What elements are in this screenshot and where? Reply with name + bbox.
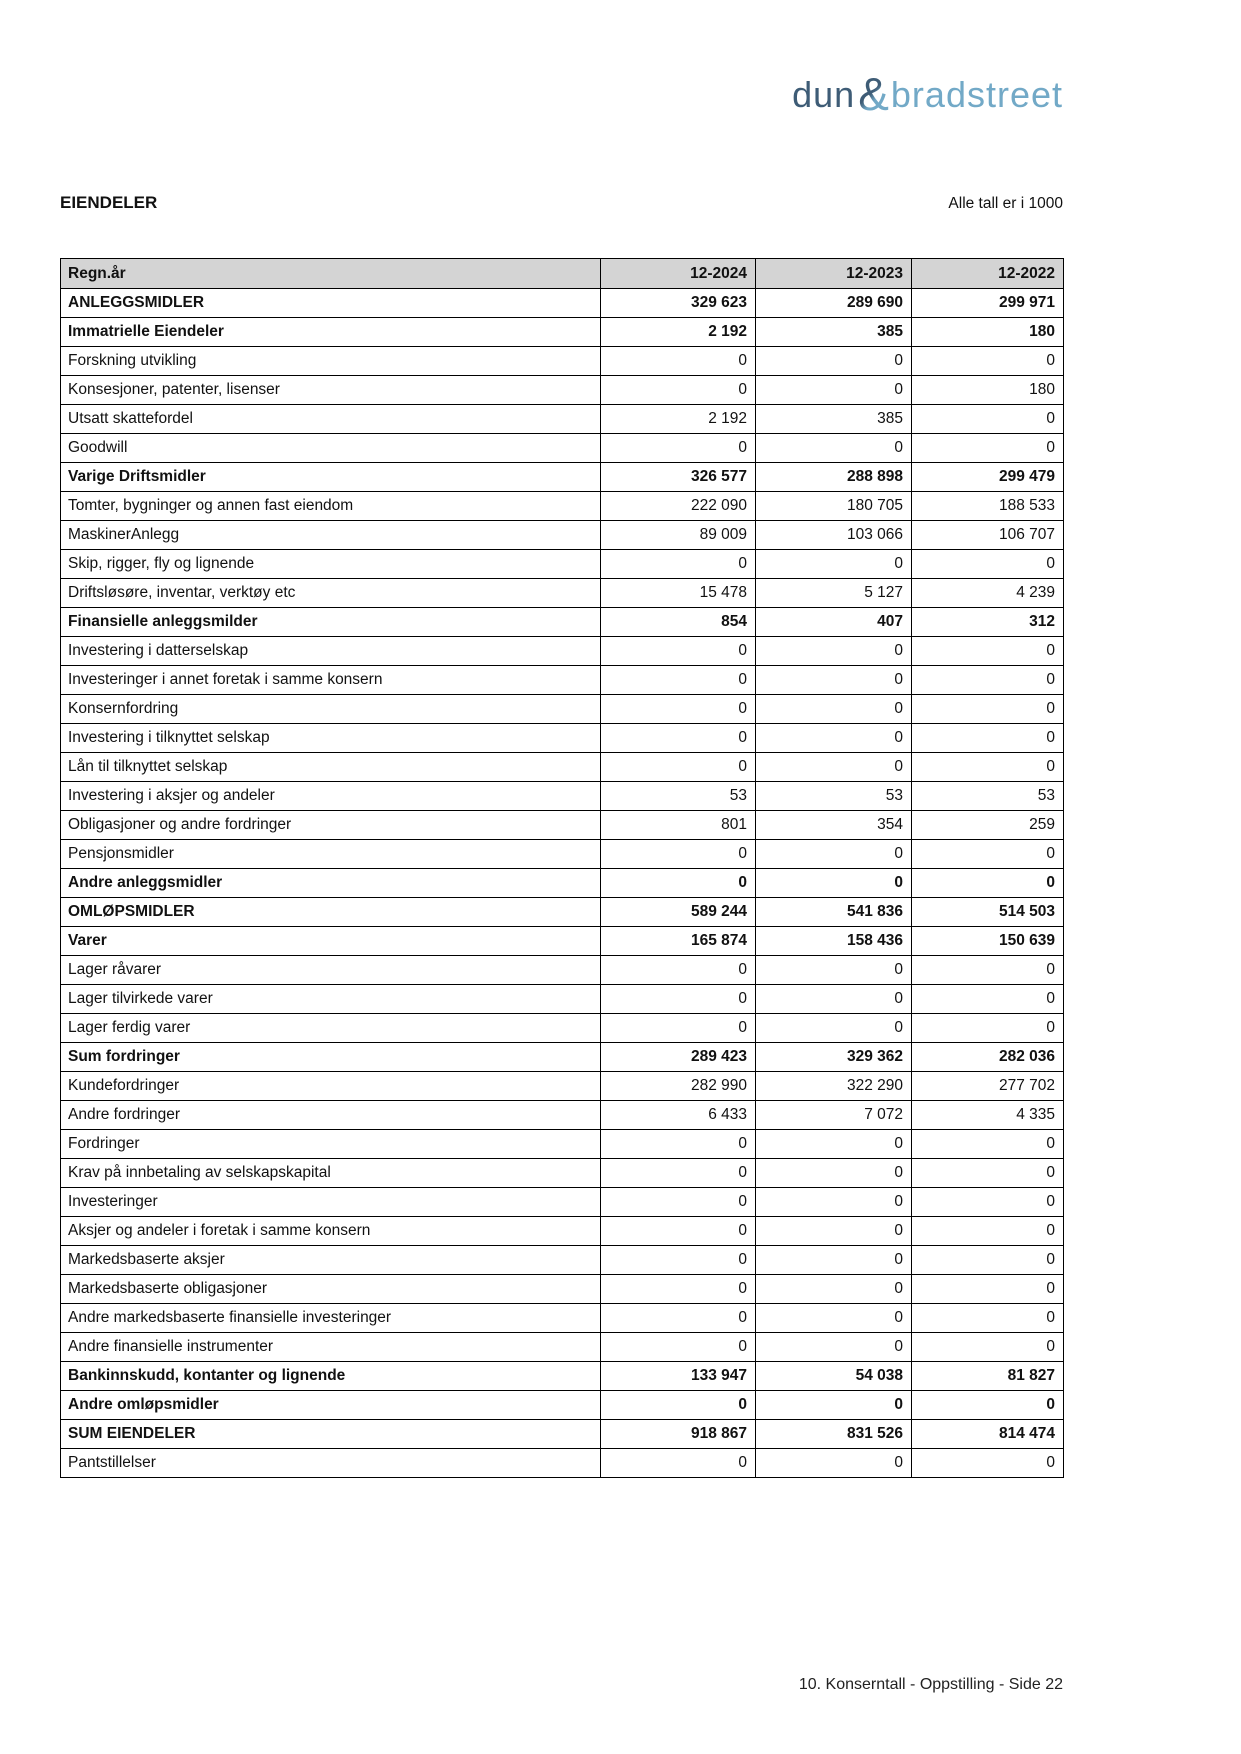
row-label: Investeringer i annet foretak i samme konsern bbox=[61, 666, 601, 695]
table-row bbox=[61, 1159, 1064, 1188]
logo-text-bradstreet: bradstreet bbox=[890, 74, 1063, 115]
row-label: Investering i aksjer og andeler bbox=[61, 782, 601, 811]
row-label: Andre omløpsmidler bbox=[61, 1391, 601, 1420]
row-label: Andre fordringer bbox=[61, 1101, 601, 1130]
row-value-2023: 354 bbox=[756, 811, 912, 840]
table-row bbox=[61, 782, 1064, 811]
row-label: Lager tilvirkede varer bbox=[61, 985, 601, 1014]
table-row bbox=[61, 666, 1064, 695]
row-value-2024: 0 bbox=[601, 1188, 756, 1217]
row-label: Konsesjoner, patenter, lisenser bbox=[61, 376, 601, 405]
row-value-2022: 0 bbox=[912, 985, 1064, 1014]
table-row bbox=[61, 1014, 1064, 1043]
table-row bbox=[61, 579, 1064, 608]
row-label: ANLEGGSMIDLER bbox=[61, 289, 601, 318]
table-row bbox=[61, 753, 1064, 782]
row-value-2023: 0 bbox=[756, 985, 912, 1014]
row-value-2024: 329 623 bbox=[601, 289, 756, 318]
column-header-year-2023: 12-2023 bbox=[756, 259, 912, 289]
table-row bbox=[61, 434, 1064, 463]
table-header-row bbox=[61, 259, 1064, 289]
row-value-2024: 0 bbox=[601, 347, 756, 376]
logo-ampersand-icon: & bbox=[858, 68, 890, 120]
row-value-2024: 0 bbox=[601, 695, 756, 724]
table-row bbox=[61, 463, 1064, 492]
row-value-2023: 54 038 bbox=[756, 1362, 912, 1391]
row-value-2024: 0 bbox=[601, 1449, 756, 1478]
row-value-2022: 0 bbox=[912, 1217, 1064, 1246]
row-label: Pensjonsmidler bbox=[61, 840, 601, 869]
row-value-2023: 0 bbox=[756, 1130, 912, 1159]
row-value-2022: 4 239 bbox=[912, 579, 1064, 608]
row-value-2022: 259 bbox=[912, 811, 1064, 840]
row-value-2024: 0 bbox=[601, 985, 756, 1014]
row-label: Sum fordringer bbox=[61, 1043, 601, 1072]
row-value-2023: 0 bbox=[756, 956, 912, 985]
row-value-2022: 0 bbox=[912, 695, 1064, 724]
row-value-2022: 0 bbox=[912, 666, 1064, 695]
row-label: Lån til tilknyttet selskap bbox=[61, 753, 601, 782]
column-header-year-2024: 12-2024 bbox=[601, 259, 756, 289]
table-row bbox=[61, 1043, 1064, 1072]
row-value-2023: 0 bbox=[756, 666, 912, 695]
row-value-2023: 0 bbox=[756, 1188, 912, 1217]
row-value-2024: 0 bbox=[601, 1217, 756, 1246]
row-label: Fordringer bbox=[61, 1130, 601, 1159]
table-row bbox=[61, 492, 1064, 521]
row-value-2022: 0 bbox=[912, 1391, 1064, 1420]
row-value-2023: 158 436 bbox=[756, 927, 912, 956]
row-value-2023: 0 bbox=[756, 1275, 912, 1304]
row-value-2024: 0 bbox=[601, 434, 756, 463]
row-value-2022: 514 503 bbox=[912, 898, 1064, 927]
row-value-2023: 0 bbox=[756, 840, 912, 869]
row-value-2022: 106 707 bbox=[912, 521, 1064, 550]
table-row bbox=[61, 1246, 1064, 1275]
row-value-2024: 0 bbox=[601, 637, 756, 666]
table-row bbox=[61, 1188, 1064, 1217]
row-value-2022: 0 bbox=[912, 724, 1064, 753]
row-value-2024: 0 bbox=[601, 1130, 756, 1159]
row-value-2024: 0 bbox=[601, 753, 756, 782]
table-row bbox=[61, 695, 1064, 724]
table-row bbox=[61, 637, 1064, 666]
row-value-2022: 0 bbox=[912, 1188, 1064, 1217]
row-value-2023: 407 bbox=[756, 608, 912, 637]
table-row bbox=[61, 1072, 1064, 1101]
table-row bbox=[61, 1101, 1064, 1130]
row-value-2022: 180 bbox=[912, 376, 1064, 405]
row-value-2022: 277 702 bbox=[912, 1072, 1064, 1101]
row-value-2023: 0 bbox=[756, 1333, 912, 1362]
row-label: Varer bbox=[61, 927, 601, 956]
table-row bbox=[61, 985, 1064, 1014]
row-value-2023: 7 072 bbox=[756, 1101, 912, 1130]
row-value-2024: 0 bbox=[601, 666, 756, 695]
row-value-2024: 6 433 bbox=[601, 1101, 756, 1130]
row-value-2024: 0 bbox=[601, 1159, 756, 1188]
row-value-2024: 0 bbox=[601, 840, 756, 869]
row-label: Lager ferdig varer bbox=[61, 1014, 601, 1043]
table-row bbox=[61, 289, 1064, 318]
table-row bbox=[61, 1304, 1064, 1333]
row-label: OMLØPSMIDLER bbox=[61, 898, 601, 927]
row-label: Goodwill bbox=[61, 434, 601, 463]
row-value-2023: 322 290 bbox=[756, 1072, 912, 1101]
row-label: Investeringer bbox=[61, 1188, 601, 1217]
row-value-2022: 188 533 bbox=[912, 492, 1064, 521]
row-value-2022: 0 bbox=[912, 550, 1064, 579]
row-value-2022: 299 479 bbox=[912, 463, 1064, 492]
row-label: Andre anleggsmidler bbox=[61, 869, 601, 898]
row-value-2023: 0 bbox=[756, 753, 912, 782]
row-label: Skip, rigger, fly og lignende bbox=[61, 550, 601, 579]
row-value-2023: 0 bbox=[756, 637, 912, 666]
row-label: Driftsløsøre, inventar, verktøy etc bbox=[61, 579, 601, 608]
row-value-2023: 0 bbox=[756, 434, 912, 463]
row-value-2023: 103 066 bbox=[756, 521, 912, 550]
row-label: MaskinerAnlegg bbox=[61, 521, 601, 550]
table-row bbox=[61, 1391, 1064, 1420]
row-value-2024: 589 244 bbox=[601, 898, 756, 927]
row-value-2022: 0 bbox=[912, 1304, 1064, 1333]
column-header-label: Regn.år bbox=[61, 259, 601, 289]
row-value-2022: 0 bbox=[912, 753, 1064, 782]
row-value-2023: 385 bbox=[756, 318, 912, 347]
row-label: Pantstillelser bbox=[61, 1449, 601, 1478]
row-value-2023: 0 bbox=[756, 1217, 912, 1246]
row-value-2022: 4 335 bbox=[912, 1101, 1064, 1130]
row-value-2022: 0 bbox=[912, 1130, 1064, 1159]
row-value-2023: 288 898 bbox=[756, 463, 912, 492]
row-label: Utsatt skattefordel bbox=[61, 405, 601, 434]
row-value-2022: 0 bbox=[912, 434, 1064, 463]
row-value-2023: 0 bbox=[756, 550, 912, 579]
row-label: Lager råvarer bbox=[61, 956, 601, 985]
row-value-2023: 0 bbox=[756, 1246, 912, 1275]
row-label: Immatrielle Eiendeler bbox=[61, 318, 601, 347]
row-label: Krav på innbetaling av selskapskapital bbox=[61, 1159, 601, 1188]
row-value-2023: 0 bbox=[756, 1449, 912, 1478]
row-value-2023: 541 836 bbox=[756, 898, 912, 927]
row-label: Varige Driftsmidler bbox=[61, 463, 601, 492]
row-value-2023: 0 bbox=[756, 695, 912, 724]
table-row bbox=[61, 1449, 1064, 1478]
row-value-2024: 918 867 bbox=[601, 1420, 756, 1449]
table-row bbox=[61, 550, 1064, 579]
table-row bbox=[61, 347, 1064, 376]
row-value-2022: 0 bbox=[912, 1159, 1064, 1188]
table-row bbox=[61, 1362, 1064, 1391]
table-row bbox=[61, 318, 1064, 347]
row-label: Markedsbaserte aksjer bbox=[61, 1246, 601, 1275]
row-value-2022: 0 bbox=[912, 637, 1064, 666]
row-value-2024: 289 423 bbox=[601, 1043, 756, 1072]
table-row bbox=[61, 521, 1064, 550]
row-value-2022: 0 bbox=[912, 347, 1064, 376]
table-row bbox=[61, 405, 1064, 434]
row-value-2024: 0 bbox=[601, 1014, 756, 1043]
row-label: Investering i tilknyttet selskap bbox=[61, 724, 601, 753]
row-value-2023: 0 bbox=[756, 869, 912, 898]
row-value-2022: 0 bbox=[912, 405, 1064, 434]
column-header-year-2022: 12-2022 bbox=[912, 259, 1064, 289]
row-value-2023: 329 362 bbox=[756, 1043, 912, 1072]
table-row bbox=[61, 1275, 1064, 1304]
row-value-2024: 0 bbox=[601, 376, 756, 405]
row-value-2024: 326 577 bbox=[601, 463, 756, 492]
row-value-2023: 385 bbox=[756, 405, 912, 434]
row-value-2022: 81 827 bbox=[912, 1362, 1064, 1391]
row-value-2022: 0 bbox=[912, 1275, 1064, 1304]
row-value-2024: 854 bbox=[601, 608, 756, 637]
row-value-2022: 0 bbox=[912, 1449, 1064, 1478]
row-label: Bankinnskudd, kontanter og lignende bbox=[61, 1362, 601, 1391]
table-row bbox=[61, 840, 1064, 869]
table-header bbox=[61, 259, 1064, 289]
row-value-2024: 0 bbox=[601, 1333, 756, 1362]
row-label: Markedsbaserte obligasjoner bbox=[61, 1275, 601, 1304]
row-value-2022: 312 bbox=[912, 608, 1064, 637]
row-value-2023: 831 526 bbox=[756, 1420, 912, 1449]
row-label: Finansielle anleggsmilder bbox=[61, 608, 601, 637]
logo-text-dun: dun bbox=[792, 74, 856, 115]
title-row bbox=[60, 193, 1063, 213]
row-value-2024: 89 009 bbox=[601, 521, 756, 550]
row-value-2024: 222 090 bbox=[601, 492, 756, 521]
row-value-2024: 133 947 bbox=[601, 1362, 756, 1391]
row-value-2024: 2 192 bbox=[601, 318, 756, 347]
row-value-2023: 0 bbox=[756, 1391, 912, 1420]
row-value-2024: 0 bbox=[601, 1391, 756, 1420]
row-value-2024: 0 bbox=[601, 1275, 756, 1304]
row-value-2022: 282 036 bbox=[912, 1043, 1064, 1072]
row-label: Forskning utvikling bbox=[61, 347, 601, 376]
table-row bbox=[61, 1217, 1064, 1246]
page-title: EIENDELER bbox=[60, 193, 158, 212]
row-value-2024: 15 478 bbox=[601, 579, 756, 608]
row-value-2024: 165 874 bbox=[601, 927, 756, 956]
row-value-2022: 150 639 bbox=[912, 927, 1064, 956]
row-value-2024: 0 bbox=[601, 550, 756, 579]
row-value-2022: 180 bbox=[912, 318, 1064, 347]
table-row bbox=[61, 898, 1064, 927]
row-label: Aksjer og andeler i foretak i samme konsern bbox=[61, 1217, 601, 1246]
row-value-2023: 0 bbox=[756, 724, 912, 753]
row-label: Kundefordringer bbox=[61, 1072, 601, 1101]
row-value-2022: 0 bbox=[912, 1333, 1064, 1362]
row-label: Obligasjoner og andre fordringer bbox=[61, 811, 601, 840]
row-value-2022: 299 971 bbox=[912, 289, 1064, 318]
row-value-2023: 0 bbox=[756, 376, 912, 405]
row-label: Tomter, bygninger og annen fast eiendom bbox=[61, 492, 601, 521]
row-label: Konsernfordring bbox=[61, 695, 601, 724]
page-footer: 10. Konserntall - Oppstilling - Side 22 bbox=[798, 1676, 1063, 1693]
table-row bbox=[61, 1420, 1064, 1449]
row-value-2024: 53 bbox=[601, 782, 756, 811]
row-value-2023: 0 bbox=[756, 347, 912, 376]
row-value-2024: 0 bbox=[601, 1246, 756, 1275]
row-value-2024: 801 bbox=[601, 811, 756, 840]
row-label: SUM EIENDELER bbox=[61, 1420, 601, 1449]
row-value-2023: 0 bbox=[756, 1014, 912, 1043]
row-value-2022: 53 bbox=[912, 782, 1064, 811]
table-row bbox=[61, 811, 1064, 840]
table-row bbox=[61, 724, 1064, 753]
row-value-2022: 0 bbox=[912, 840, 1064, 869]
row-label: Investering i datterselskap bbox=[61, 637, 601, 666]
row-value-2024: 0 bbox=[601, 1304, 756, 1333]
row-value-2023: 180 705 bbox=[756, 492, 912, 521]
table-row bbox=[61, 608, 1064, 637]
row-value-2022: 0 bbox=[912, 956, 1064, 985]
row-value-2024: 2 192 bbox=[601, 405, 756, 434]
row-label: Andre finansielle instrumenter bbox=[61, 1333, 601, 1362]
units-note: Alle tall er i 1000 bbox=[948, 195, 1063, 212]
row-value-2022: 814 474 bbox=[912, 1420, 1064, 1449]
row-value-2023: 0 bbox=[756, 1159, 912, 1188]
row-value-2022: 0 bbox=[912, 1014, 1064, 1043]
table-row bbox=[61, 376, 1064, 405]
row-value-2023: 289 690 bbox=[756, 289, 912, 318]
row-value-2022: 0 bbox=[912, 869, 1064, 898]
table-body bbox=[61, 289, 1064, 1478]
dun-bradstreet-logo bbox=[792, 68, 1063, 120]
table-row bbox=[61, 1130, 1064, 1159]
balance-sheet-table bbox=[60, 258, 1064, 1478]
row-value-2024: 0 bbox=[601, 724, 756, 753]
row-value-2024: 0 bbox=[601, 956, 756, 985]
table-row bbox=[61, 927, 1064, 956]
row-value-2023: 0 bbox=[756, 1304, 912, 1333]
row-value-2023: 53 bbox=[756, 782, 912, 811]
row-value-2023: 5 127 bbox=[756, 579, 912, 608]
row-value-2022: 0 bbox=[912, 1246, 1064, 1275]
row-label: Andre markedsbaserte finansielle investeringer bbox=[61, 1304, 601, 1333]
row-value-2024: 0 bbox=[601, 869, 756, 898]
row-value-2024: 282 990 bbox=[601, 1072, 756, 1101]
table-row bbox=[61, 956, 1064, 985]
table-row bbox=[61, 1333, 1064, 1362]
table-row bbox=[61, 869, 1064, 898]
